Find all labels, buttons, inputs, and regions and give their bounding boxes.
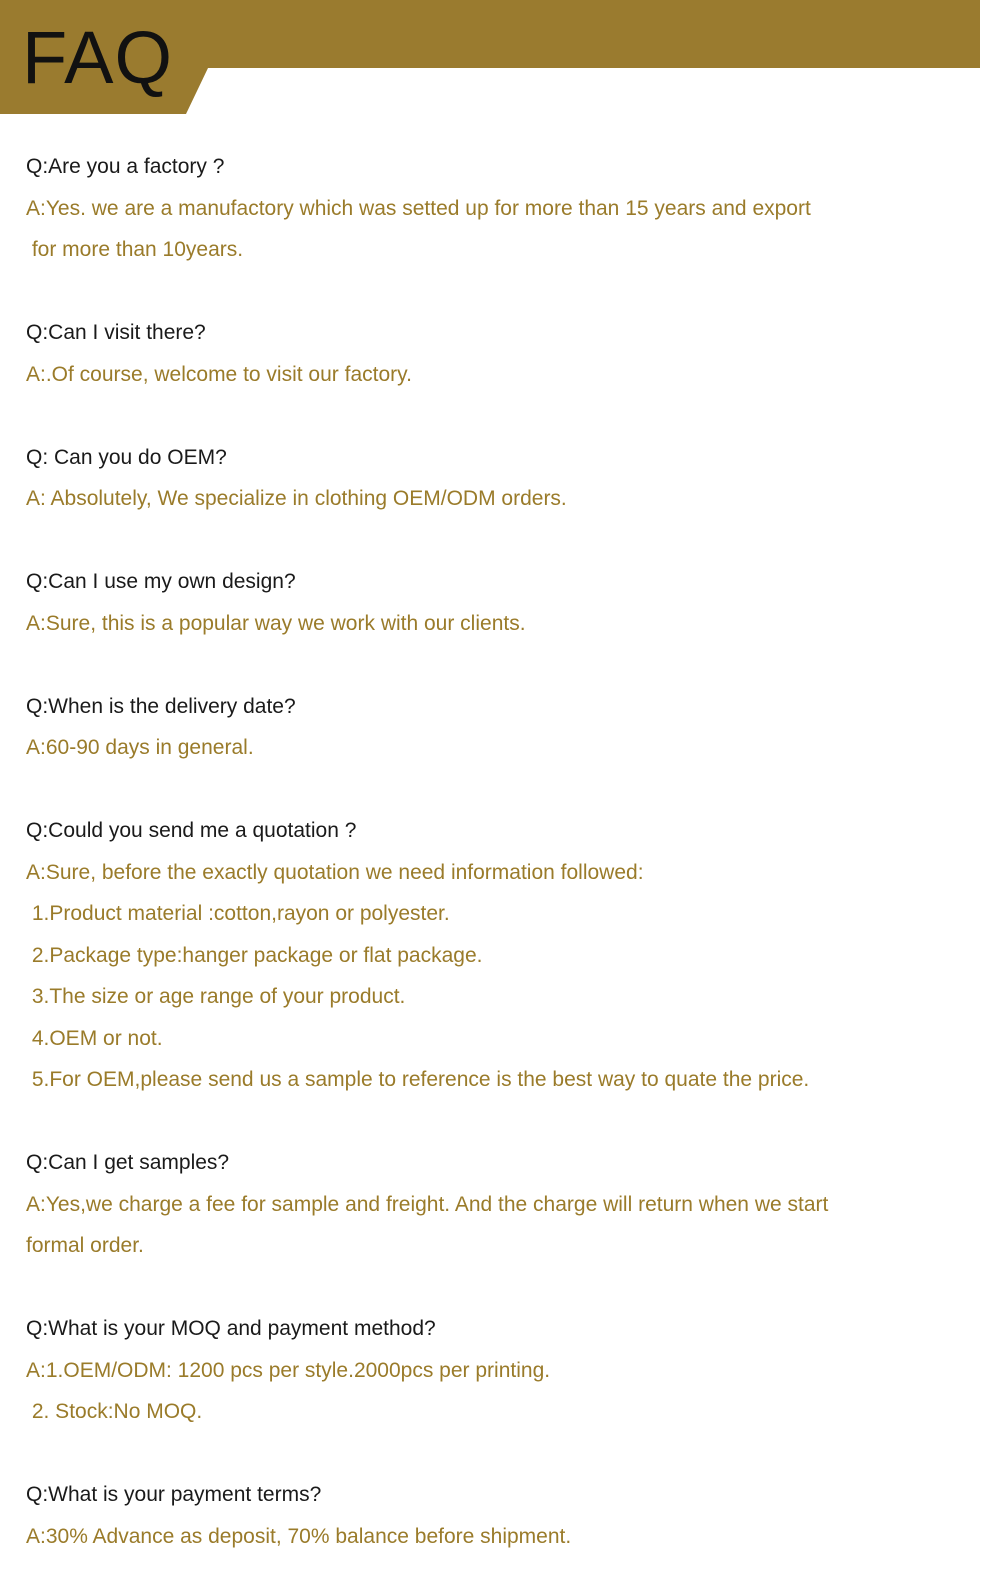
faq-item (26, 437, 966, 520)
faq-answer-line: A:Yes,we charge a fee for sample and freight. And the charge will return when we start (26, 1192, 829, 1216)
faq-answer-line: 2.Package type:hanger package or flat package. (26, 943, 483, 967)
faq-answer-line: A:.Of course, welcome to visit our factory. (26, 362, 412, 386)
faq-answer-line: A:Sure, this is a popular way we work with our clients. (26, 611, 526, 635)
faq-answer-line: 2. Stock:No MOQ. (26, 1400, 203, 1423)
faq-spacer (26, 271, 966, 313)
faq-item (26, 561, 966, 644)
faq-spacer (26, 1433, 966, 1475)
faq-item (26, 1308, 966, 1433)
faq-question: Q:When is the delivery date? (26, 694, 296, 718)
faq-question: Q:Can I visit there? (26, 321, 206, 344)
faq-spacer (26, 1101, 966, 1143)
faq-list (26, 146, 966, 1557)
faq-answer-line: 1.Product material :cotton,rayon or polyester. (26, 902, 450, 925)
faq-spacer (26, 520, 966, 562)
faq-question: Q:Could you send me a quotation ? (26, 819, 357, 842)
faq-answer-line: A:Sure, before the exactly quotation we need information followed: (26, 860, 644, 884)
page-title: FAQ (22, 16, 174, 99)
faq-answer-line: 5.For OEM,please send us a sample to reference is the best way to quate the price. (26, 1068, 810, 1091)
faq-answer-line: A:30% Advance as deposit, 70% balance before shipment. (26, 1524, 572, 1548)
faq-spacer (26, 644, 966, 686)
faq-answer-line: A: Absolutely, We specialize in clothing OEM/ODM orders. (26, 487, 567, 510)
faq-spacer (26, 1267, 966, 1309)
faq-item (26, 1142, 966, 1267)
faq-question: Q: Can you do OEM? (26, 445, 227, 469)
faq-question: Q:What is your MOQ and payment method? (26, 1317, 436, 1340)
faq-question: Q:Are you a factory ? (26, 155, 225, 178)
faq-answer-line: 4.OEM or not. (26, 1026, 163, 1050)
faq-spacer (26, 395, 966, 437)
faq-answer-line: 3.The size or age range of your product. (26, 985, 406, 1008)
faq-answer-line: formal order. (26, 1234, 144, 1257)
faq-item (26, 810, 966, 1101)
faq-spacer (26, 769, 966, 811)
faq-item (26, 146, 966, 271)
faq-item (26, 686, 966, 769)
faq-question: Q:Can I use my own design? (26, 570, 296, 593)
faq-question: Q:Can I get samples? (26, 1151, 230, 1174)
faq-answer-line: A:Yes. we are a manufactory which was setted up for more than 15 years and export (26, 196, 811, 220)
faq-answer-line: A:60-90 days in general. (26, 736, 254, 759)
faq-answer-line: for more than 10years. (26, 238, 244, 261)
faq-item (26, 312, 966, 395)
faq-header (0, 0, 994, 116)
faq-answer-line: A:1.OEM/ODM: 1200 pcs per style.2000pcs per printing. (26, 1358, 551, 1382)
faq-question: Q:What is your payment terms? (26, 1483, 322, 1506)
faq-item (26, 1474, 966, 1557)
